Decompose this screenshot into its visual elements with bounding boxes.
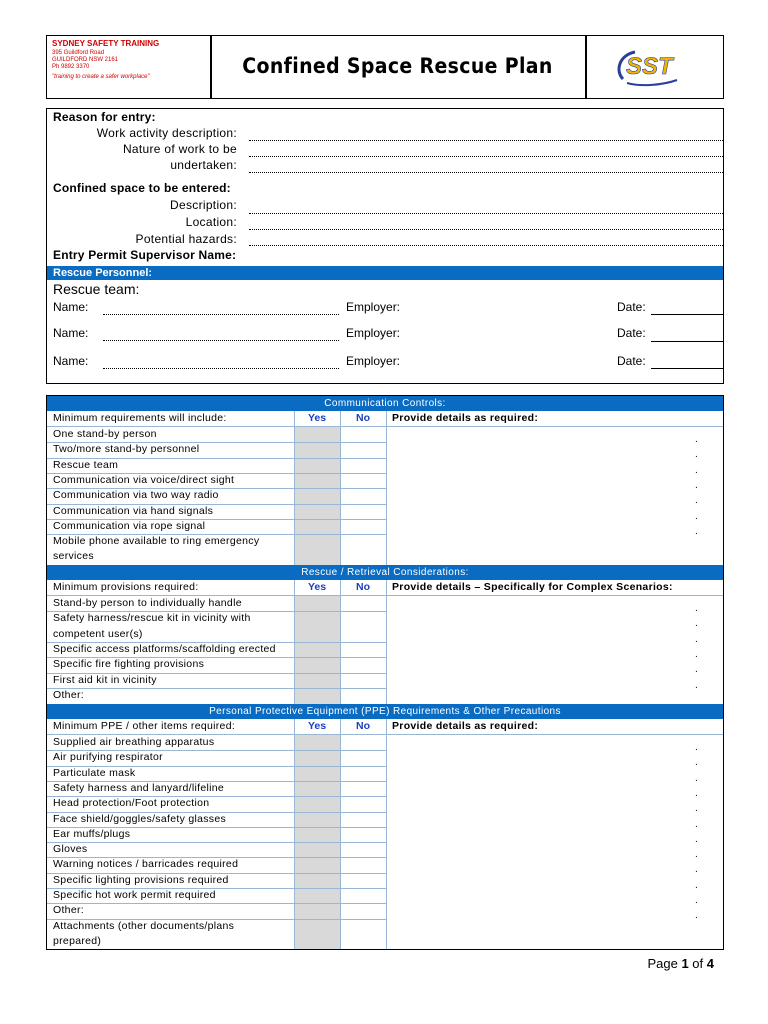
detail-dot: . bbox=[695, 525, 698, 537]
communication-item: Communication via two way radio bbox=[53, 489, 219, 502]
nature-label-2: undertaken: bbox=[170, 158, 237, 172]
retrieval-item: Specific fire fighting provisions bbox=[53, 658, 205, 671]
logo-cell bbox=[585, 36, 725, 98]
retrieval-item: First aid kit in vicinity bbox=[53, 673, 157, 686]
divider bbox=[294, 580, 295, 704]
detail-dot: . bbox=[695, 833, 698, 845]
page-title: Confined Space Rescue Plan bbox=[242, 54, 553, 78]
communication-col-details: Provide details as required: bbox=[392, 412, 539, 424]
nature-line-2[interactable] bbox=[249, 172, 723, 173]
row-divider bbox=[47, 488, 386, 489]
detail-dot: . bbox=[695, 495, 698, 507]
ppe-item: Other: bbox=[53, 904, 84, 917]
divider bbox=[47, 426, 723, 427]
communication-col-no: No bbox=[356, 412, 370, 424]
detail-dot: . bbox=[695, 818, 698, 830]
communication-item: Two/more stand-by personnel bbox=[53, 443, 200, 456]
row-divider bbox=[47, 812, 386, 813]
employer-label-3: Employer: bbox=[346, 354, 401, 368]
name-label-3: Name: bbox=[53, 354, 89, 368]
row-divider bbox=[47, 796, 386, 797]
communication-item: One stand-by person bbox=[53, 428, 157, 440]
nature-line-1[interactable] bbox=[249, 156, 723, 157]
communication-item: Mobile phone available to ring emergency bbox=[53, 535, 260, 548]
detail-dot: . bbox=[695, 803, 698, 815]
detail-dot: . bbox=[695, 679, 698, 691]
detail-dot: . bbox=[695, 510, 698, 522]
rescue-team-label: Rescue team: bbox=[53, 281, 140, 297]
ppe-item: Gloves bbox=[53, 843, 88, 856]
detail-dot: . bbox=[695, 434, 698, 445]
ppe-col-yes: Yes bbox=[307, 720, 327, 732]
detail-dot: . bbox=[695, 648, 698, 660]
rescue-personnel-bar bbox=[47, 266, 723, 280]
row-divider bbox=[47, 611, 386, 612]
retrieval-heading: Rescue / Retrieval Considerations: bbox=[47, 565, 723, 580]
detail-dot: . bbox=[695, 479, 698, 491]
detail-dot: . bbox=[695, 603, 698, 614]
detail-dot: . bbox=[695, 864, 698, 876]
communication-item: services bbox=[53, 550, 94, 563]
row-divider bbox=[47, 504, 386, 505]
ppe-item: Air purifying respirator bbox=[53, 751, 163, 764]
detail-dot: . bbox=[695, 633, 698, 645]
detail-dot: . bbox=[695, 787, 698, 799]
date-label-3: Date: bbox=[617, 354, 646, 368]
row-divider bbox=[47, 688, 386, 689]
row-divider bbox=[47, 827, 386, 828]
communication-heading: Communication Controls: bbox=[47, 396, 723, 411]
row-divider bbox=[47, 750, 386, 751]
sst-logo bbox=[617, 49, 697, 92]
reason-heading: Reason for entry: bbox=[53, 110, 156, 124]
ppe-item: Supplied air breathing apparatus bbox=[53, 736, 215, 748]
communication-item: Communication via hand signals bbox=[53, 504, 214, 517]
entry-section bbox=[46, 108, 724, 384]
row-divider bbox=[47, 766, 386, 767]
row-divider bbox=[47, 673, 386, 674]
space-heading: Confined space to be entered: bbox=[53, 181, 231, 195]
retrieval-item: competent user(s) bbox=[53, 627, 143, 640]
name-label-1: Name: bbox=[53, 300, 89, 314]
page-word: Page bbox=[647, 956, 678, 971]
description-line[interactable] bbox=[249, 213, 723, 214]
retrieval-item: Specific access platforms/scaffolding erected bbox=[53, 642, 276, 655]
date-label-2: Date: bbox=[617, 326, 646, 340]
divider bbox=[386, 411, 387, 565]
row-divider bbox=[47, 473, 386, 474]
company-info bbox=[47, 36, 212, 98]
ppe-heading: Personal Protective Equipment (PPE) Requirements & Other Precautions bbox=[47, 704, 723, 719]
ppe-item: Warning notices / barricades required bbox=[53, 858, 239, 871]
retrieval-col-details: Provide details – Specifically for Complex Scenarios: bbox=[392, 581, 673, 593]
description-label: Description: bbox=[170, 198, 237, 212]
detail-dot: . bbox=[695, 772, 698, 784]
ppe-item: Safety harness and lanyard/lifeline bbox=[53, 781, 225, 794]
ppe-item: Particulate mask bbox=[53, 766, 136, 779]
detail-dot: . bbox=[695, 849, 698, 861]
row-divider bbox=[47, 888, 386, 889]
ppe-item: Specific lighting provisions required bbox=[53, 873, 229, 886]
company-phone: Ph 9892 3370 bbox=[52, 64, 90, 70]
ppe-col-item: Minimum PPE / other items required: bbox=[53, 720, 236, 732]
divider bbox=[340, 411, 341, 565]
ppe-item: Attachments (other documents/plans bbox=[53, 919, 235, 932]
name-field-1[interactable] bbox=[103, 314, 339, 315]
detail-dot: . bbox=[695, 618, 698, 630]
ppe-item: prepared) bbox=[53, 934, 102, 947]
nature-label-1: Nature of work to be bbox=[122, 142, 237, 156]
location-line[interactable] bbox=[249, 229, 723, 230]
rescue-personnel-label: Rescue Personnel: bbox=[53, 267, 153, 279]
row-divider bbox=[47, 519, 386, 520]
divider bbox=[294, 411, 295, 565]
name-label-2: Name: bbox=[53, 326, 89, 340]
ppe-item: Face shield/goggles/safety glasses bbox=[53, 812, 227, 825]
retrieval-item: Stand-by person to individually handle bbox=[53, 597, 242, 609]
retrieval-item: Other: bbox=[53, 688, 84, 701]
detail-dot: . bbox=[695, 742, 698, 753]
date-label-1: Date: bbox=[617, 300, 646, 314]
detail-dot: . bbox=[695, 449, 698, 461]
supervisor-label: Entry Permit Supervisor Name: bbox=[53, 248, 237, 262]
row-divider bbox=[47, 642, 386, 643]
row-divider bbox=[47, 873, 386, 874]
detail-dot: . bbox=[695, 464, 698, 476]
communication-col-item: Minimum requirements will include: bbox=[53, 412, 227, 424]
employer-label-1: Employer: bbox=[346, 300, 401, 314]
communication-item: Rescue team bbox=[53, 458, 119, 471]
hazards-label: Potential hazards: bbox=[135, 232, 237, 246]
row-divider bbox=[47, 857, 386, 858]
detail-dot: . bbox=[695, 879, 698, 891]
divider bbox=[340, 719, 341, 949]
detail-dot: . bbox=[695, 757, 698, 769]
ppe-col-details: Provide details as required: bbox=[392, 720, 539, 732]
row-divider bbox=[47, 534, 386, 535]
divider bbox=[386, 719, 387, 949]
date-field-1[interactable] bbox=[651, 314, 723, 315]
row-divider bbox=[47, 442, 386, 443]
retrieval-col-item: Minimum provisions required: bbox=[53, 581, 199, 593]
detail-dot: . bbox=[695, 910, 698, 922]
communication-item: Communication via voice/direct sight bbox=[53, 473, 235, 486]
communication-yes-column[interactable] bbox=[294, 427, 340, 565]
page-of-word: of bbox=[692, 956, 704, 971]
company-tagline: "training to create a safer workplace" bbox=[52, 74, 150, 80]
detail-dot: . bbox=[695, 895, 698, 906]
company-address-1: 395 Guildford Road bbox=[52, 50, 105, 56]
divider bbox=[47, 734, 723, 735]
detail-dot: . bbox=[695, 664, 698, 676]
retrieval-col-yes: Yes bbox=[307, 581, 327, 593]
row-divider bbox=[47, 781, 386, 782]
communication-col-yes: Yes bbox=[307, 412, 327, 424]
page-total: 4 bbox=[706, 956, 714, 971]
ppe-item: Ear muffs/plugs bbox=[53, 827, 131, 840]
date-field-3[interactable] bbox=[651, 368, 723, 369]
ppe-col-no: No bbox=[356, 720, 370, 732]
checklist-table bbox=[46, 395, 724, 950]
divider bbox=[340, 580, 341, 704]
row-divider bbox=[47, 657, 386, 658]
company-address-2: GUILDFORD NSW 2161 bbox=[52, 57, 119, 63]
date-field-2[interactable] bbox=[651, 341, 723, 342]
work-activity-line[interactable] bbox=[249, 140, 723, 141]
row-divider bbox=[47, 903, 386, 904]
ppe-item: Specific hot work permit required bbox=[53, 889, 216, 901]
row-divider bbox=[47, 458, 386, 459]
divider bbox=[386, 580, 387, 704]
retrieval-col-no: No bbox=[356, 581, 370, 593]
row-divider bbox=[47, 842, 386, 843]
document-header bbox=[46, 35, 724, 99]
row-divider bbox=[47, 919, 386, 920]
name-field-2[interactable] bbox=[103, 340, 339, 341]
ppe-item: Head protection/Foot protection bbox=[53, 797, 210, 810]
employer-label-2: Employer: bbox=[346, 326, 401, 340]
page-number bbox=[647, 956, 714, 971]
location-label: Location: bbox=[185, 215, 237, 229]
hazards-line[interactable] bbox=[249, 245, 723, 246]
divider bbox=[47, 595, 723, 596]
divider bbox=[294, 719, 295, 949]
company-name: SYDNEY SAFETY TRAINING bbox=[52, 39, 160, 48]
communication-item: Communication via rope signal bbox=[53, 519, 206, 532]
retrieval-item: Safety harness/rescue kit in vicinity with bbox=[53, 612, 251, 625]
work-activity-label: Work activity description: bbox=[96, 126, 237, 140]
page-current: 1 bbox=[681, 956, 689, 971]
logo-text: SST bbox=[626, 53, 673, 80]
name-field-3[interactable] bbox=[103, 368, 339, 369]
